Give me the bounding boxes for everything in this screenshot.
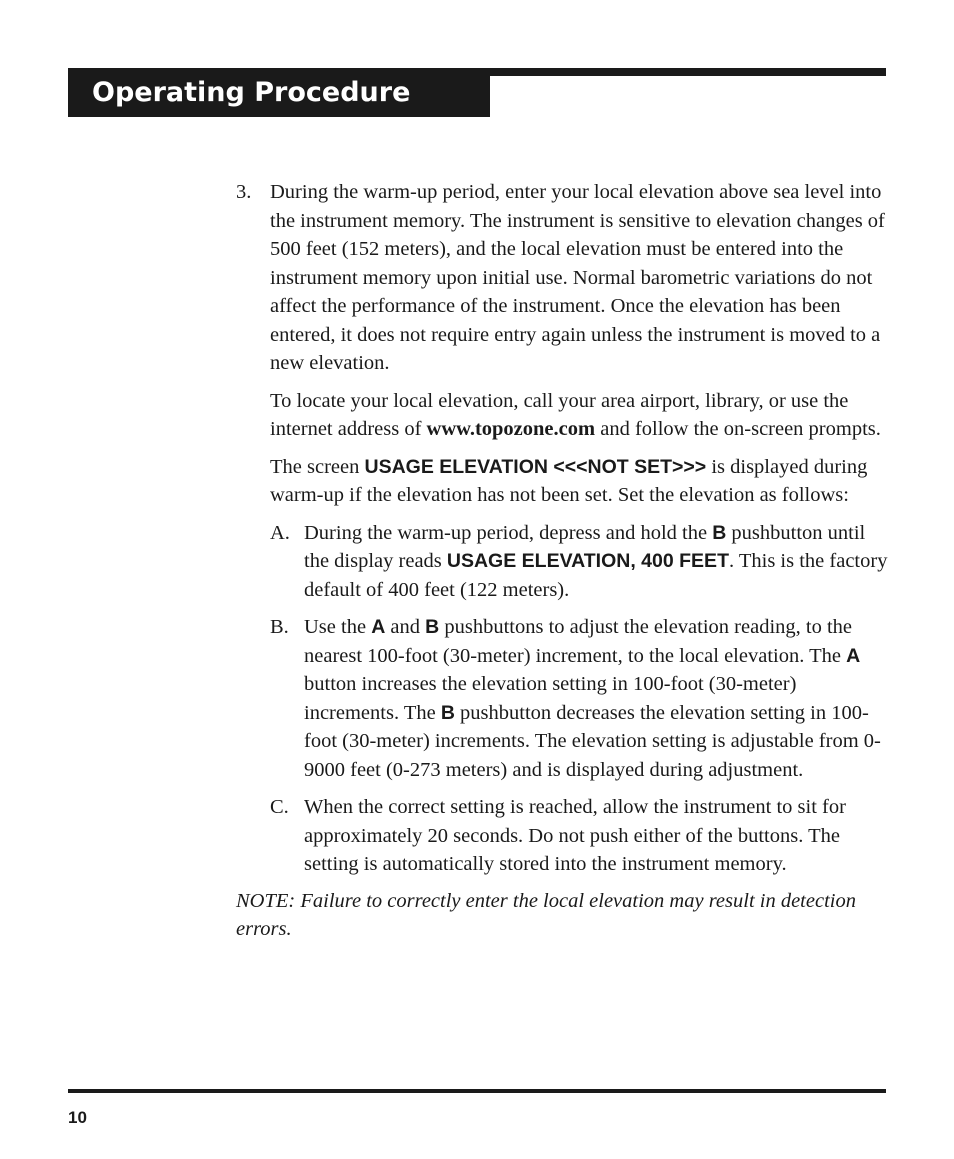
substep-a-text-2: pushbutton until the display reads xyxy=(304,521,866,572)
step-3 xyxy=(236,178,890,378)
display-readout-not-set: USAGE ELEVATION <<<NOT SET>>> xyxy=(364,455,707,478)
substep-b-text-4: button increases the elevation setting in 100-foot (30-meter) increments. The xyxy=(304,673,797,724)
page-content xyxy=(236,178,890,944)
page-number: 10 xyxy=(68,1108,87,1127)
substep-a-text-1: During the warm-up period, depress and hold the xyxy=(304,521,713,544)
substep-a xyxy=(236,519,890,605)
locate-text-after: and follow the on-screen prompts. xyxy=(595,418,881,440)
substep-b-text-3: pushbuttons to adjust the elevation reading, to the nearest 100-foot (30-meter) increment, to the local elevation. The xyxy=(304,616,853,667)
topozone-url: www.topozone.com xyxy=(426,418,596,440)
substep-b-text-1: Use the xyxy=(304,616,372,638)
substep-c-text: When the correct setting is reached, allow the instrument to sit for approximately 20 seconds. Do not push either of the buttons. The setting is automatically stored into the instrument memory. xyxy=(304,796,846,875)
substep-letter: B. xyxy=(270,616,289,638)
button-b-label: B xyxy=(425,616,440,638)
step-number: 3. xyxy=(236,181,252,203)
button-a-label: A xyxy=(846,644,861,667)
display-readout-400-feet: USAGE ELEVATION, 400 FEET xyxy=(446,550,729,572)
substep-b xyxy=(236,613,890,784)
screen-text-after: is displayed during warm-up if the elevation has not been set. Set the elevation as follows: xyxy=(270,455,868,506)
substep-letter: A. xyxy=(270,521,290,544)
substep-b-text-5: pushbutton decreases the elevation setting in 100-foot (30-meter) increments. The elevation setting is adjustable from 0-9000 feet (0-273 meters) and is displayed during adjustment. xyxy=(304,701,881,781)
button-b-label: B xyxy=(712,521,727,544)
substep-b-text-2: and xyxy=(385,616,426,638)
screen-text-before: The screen xyxy=(270,455,365,478)
substep-letter: C. xyxy=(270,796,289,818)
substep-a-text-3: . This is the factory default of 400 feet (122 meters). xyxy=(304,550,888,601)
step-3-text: During the warm-up period, enter your local elevation above sea level into the instrument memory. The instrument is sensitive to elevation changes of 500 feet (152 meters), and the local elevation must be entered into the instrument memory upon initial use. Normal barometric variations do not affect the performance of the instrument. Once the elevation has been entered, it does not require entry again unless the instrument is moved to a new elevation. xyxy=(270,181,885,374)
locate-text-before: To locate your local elevation, call your area airport, library, or use the internet address of xyxy=(270,389,849,440)
button-a-label: A xyxy=(371,616,386,638)
page-title: Operating Procedure xyxy=(92,77,411,108)
note-text: NOTE: Failure to correctly enter the local elevation may result in detection errors. xyxy=(236,889,856,940)
footer-rule xyxy=(68,1089,886,1093)
substep-c xyxy=(236,793,890,879)
screen-display-paragraph xyxy=(236,453,890,510)
button-b-label: B xyxy=(440,701,455,724)
locate-elevation-paragraph xyxy=(236,387,890,444)
